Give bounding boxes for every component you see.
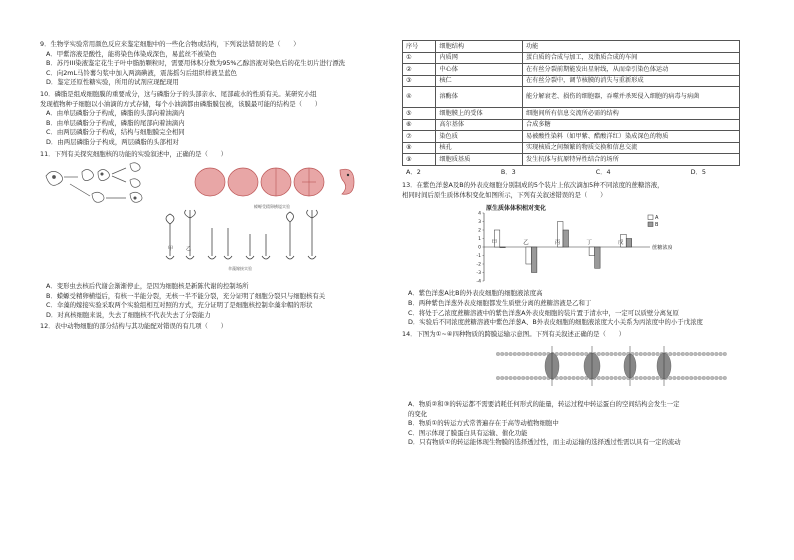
q9-option-a: A．甲紫溶液是酸性，能将染色体染成深色，易蓝丝不被染色	[46, 49, 217, 58]
chart-y-tick-label: 4	[478, 211, 481, 217]
table-cell-function: 细胞间所有信息交流所必需的结构	[523, 108, 740, 120]
chart-y-tick-label: 1	[478, 237, 481, 243]
table-cell-function: 合成多糖	[523, 119, 740, 131]
phospholipid-head	[505, 353, 509, 357]
table-cell-structure: 高尔基体	[436, 119, 523, 131]
table-cell-structure: 细胞质基质	[436, 154, 523, 166]
phospholipid-head	[601, 353, 605, 357]
q10-option-a: A．由单层磷脂分子构成，磷脂的头部向着油滴内	[46, 109, 185, 118]
table-cell-structure: 内质网	[436, 52, 523, 64]
phospholipid-head	[509, 377, 513, 381]
table-cell-structure: 溶酶体	[436, 87, 523, 108]
chart-legend-label: B	[655, 222, 659, 229]
phospholipid-head	[689, 377, 693, 381]
label-jia: 甲	[168, 246, 174, 253]
phospholipid-head	[685, 377, 689, 381]
phospholipid-head	[614, 353, 618, 357]
phospholipid-head	[647, 353, 651, 357]
q11-option-a: A．变形虫去核后代谢会渐渐停止，是因为细胞核是新陈代谢的控制场所	[46, 281, 249, 290]
phospholipid-head	[643, 377, 647, 381]
chart-legend-label: A	[655, 215, 659, 222]
phospholipid-head	[677, 353, 681, 357]
chart-y-tick-label: -1	[476, 254, 481, 260]
q12-options	[406, 168, 706, 178]
label-yi: 乙	[186, 246, 192, 253]
phospholipid-head	[568, 377, 572, 381]
chart-legend-swatch	[648, 215, 653, 220]
table-cell-structure: 细胞膜上的受体	[436, 108, 523, 120]
phospholipid-head	[568, 353, 572, 357]
phospholipid-head	[614, 377, 618, 381]
chart-y-tick-label: -4	[476, 279, 481, 285]
table-row	[403, 119, 740, 131]
table-cell-structure: 中心体	[436, 64, 523, 76]
table-header-structure: 细胞结构	[436, 41, 523, 53]
phospholipid-head	[723, 353, 727, 357]
table-row	[403, 87, 740, 108]
table-cell-function: 在有丝分裂前期能发出星射线，从而牵引染色体运动	[523, 64, 740, 76]
q11-option-b: B．蝾螈受精卵横缢后，有核一半能分裂，无核一半不能分裂，充分证明了细胞分裂只与细胞核有关	[46, 291, 326, 300]
table-header-function: 功能	[523, 41, 740, 53]
phospholipid-head	[509, 353, 513, 357]
q11-stem: 11．下列有关探究细胞核的功能的实验叙述中，正确的是（ ）	[40, 149, 228, 158]
q11-option-d: D．对真核细胞来说，失去了细胞核不代表失去了分裂能力	[46, 310, 211, 319]
phospholipid-head	[673, 353, 677, 357]
q9-option-c: C．向2mL马铃薯匀浆中加入两滴碘液，震荡摇匀后组织样液呈蓝色	[46, 68, 237, 77]
phospholipid-head	[673, 377, 677, 381]
q12-option-c: C．4	[595, 167, 611, 176]
phospholipid-head	[681, 353, 685, 357]
table-row	[403, 142, 740, 154]
table-cell-index: ⑥	[403, 119, 436, 131]
phospholipid-head	[656, 377, 660, 381]
q12-option-b: B．3	[500, 167, 516, 176]
phospholipid-head	[702, 377, 706, 381]
q11-figure	[40, 162, 395, 278]
phospholipid-head	[702, 353, 706, 357]
q10-stem: 10．磷脂是组成细胞膜的重要成分，这与磷脂分子的头部亲水、尾部疏水的性质有关。某研究小组	[40, 90, 317, 99]
phospholipid-head	[639, 353, 643, 357]
table-cell-function: 能分解衰老、损伤的细胞器，吞噬并杀死侵入细胞的病毒与病菌	[523, 87, 740, 108]
q14-option-d: D．只有物质①的转运能体现生物膜的选择透过性，而主动运输的选择透过性需以具有一定的流动	[408, 438, 681, 447]
phospholipid-head	[723, 377, 727, 381]
amoeba-experiment-illustration	[46, 163, 142, 203]
phospholipid-head	[677, 377, 681, 381]
transport-proteins-illustration	[545, 353, 671, 379]
phospholipid-head	[580, 377, 584, 381]
phospholipid-head	[563, 377, 567, 381]
table-row	[403, 64, 740, 76]
q12-stem: 12．表中动物细胞的部分结构与其功能配对错误的有几项（ ）	[40, 322, 228, 331]
chart-category-label: 戊	[617, 240, 624, 247]
phospholipid-head	[580, 353, 584, 357]
phospholipid-head	[622, 353, 626, 357]
phospholipid-head	[559, 353, 563, 357]
table-row	[403, 154, 740, 166]
q14-stem: 14．下图为①~④四种物质的跨膜运输示意图。下列有关叙述正确的是（ ）	[402, 329, 626, 338]
phospholipid-head	[496, 353, 500, 357]
chart-legend-swatch	[648, 222, 653, 227]
salamander-caption: 蝾螈受精卵横缢实验	[254, 204, 290, 210]
q13-option-d: D．实验后不同浓度蔗糖溶液中紫色洋葱A、B外表皮细胞的细胞液浓度大小关系为丙浓度中的小于戊浓度	[408, 318, 703, 327]
q9-option-d: D．鉴定还原性糖实验，所用的试剂应现配现用	[46, 78, 179, 87]
phospholipid-bilayer-illustration	[496, 353, 726, 381]
q14-membrane-figure	[402, 342, 760, 396]
q13-chart-svg	[462, 203, 672, 287]
q13-option-a: A．紫色洋葱A比B的外表皮细胞的细胞液浓度高	[408, 289, 543, 298]
phospholipid-head	[668, 353, 672, 357]
salamander-egg-illustration	[195, 168, 354, 196]
chart-bar-b	[500, 247, 506, 248]
table-cell-function: 易被酸性染料（如甲紫、醋酸洋红）染成深色的物质	[523, 131, 740, 143]
phospholipid-head	[534, 377, 538, 381]
table-cell-index: ⑤	[403, 108, 436, 120]
phospholipid-head	[652, 377, 656, 381]
chart-bar-a	[589, 247, 595, 256]
phospholipid-head	[694, 353, 698, 357]
phospholipid-head	[719, 353, 723, 357]
phospholipid-head	[706, 377, 710, 381]
q11-option-c: C．伞藻的嫁接实验采取两个实验组相互对照的方式，充分证明了是细胞核控制伞藻伞帽的形状	[46, 301, 313, 310]
q14-option-c: C．图示体现了膜蛋白具有运输、催化功能	[408, 428, 528, 437]
chart-bar-b	[531, 247, 537, 273]
transport-arrows-illustration	[552, 346, 664, 386]
table-cell-function: 蛋白质的合成与加工，及脂质合成的车间	[523, 52, 740, 64]
right-column	[402, 40, 760, 448]
phospholipid-head	[639, 377, 643, 381]
phospholipid-head	[526, 353, 530, 357]
q10-option-d: D．由两层磷脂分子构成，两层磷脂的头部相对	[46, 138, 179, 147]
chart-bar-b	[563, 230, 569, 247]
phospholipid-head	[513, 377, 517, 381]
phospholipid-head	[618, 377, 622, 381]
phospholipid-head	[576, 353, 580, 357]
phospholipid-head	[500, 377, 504, 381]
chart-bar-b	[626, 239, 632, 248]
q13-chart	[462, 203, 672, 287]
q12-option-a: A．2	[406, 167, 421, 176]
membrane-transport-svg	[402, 342, 752, 392]
phospholipid-head	[538, 353, 542, 357]
phospholipid-head	[647, 377, 651, 381]
phospholipid-head	[710, 377, 714, 381]
table-cell-structure: 核孔	[436, 142, 523, 154]
phospholipid-head	[689, 353, 693, 357]
q10-option-b: B．由单层磷脂分子构成，磷脂的尾部向着油滴内	[46, 118, 185, 127]
q13-option-b: B．两种紫色洋葱外表皮细胞都发生质壁分离的蔗糖溶液是乙和丁	[408, 298, 592, 307]
phospholipid-head	[719, 377, 723, 381]
phospholipid-head	[513, 353, 517, 357]
chart-y-tick-label: -3	[476, 271, 481, 277]
phospholipid-head	[534, 353, 538, 357]
phospholipid-head	[517, 377, 521, 381]
phospholipid-head	[500, 353, 504, 357]
table-cell-index: ⑨	[403, 154, 436, 166]
chart-category-label: 丁	[586, 240, 592, 247]
chart-y-tick-label: 0	[478, 245, 481, 251]
table-cell-function: 在有丝分裂中，调节核膜的消失与重新形成	[523, 75, 740, 87]
chart-y-tick-label: 2	[478, 228, 481, 234]
table-header-index: 序号	[403, 41, 436, 53]
phospholipid-head	[635, 377, 639, 381]
phospholipid-head	[715, 353, 719, 357]
phospholipid-head	[517, 353, 521, 357]
phospholipid-head	[530, 377, 534, 381]
q14-option-a: A．物质②和③的转运都不需要消耗任何形式的能量，转运过程中转运蛋白的空间结构会发生一定	[408, 399, 680, 408]
phospholipid-head	[610, 377, 614, 381]
phospholipid-head	[635, 353, 639, 357]
table-cell-function: 发生抗体与抗原特异性结合的场所	[523, 154, 740, 166]
table-cell-index: ⑧	[403, 142, 436, 154]
table-header-row	[403, 41, 740, 53]
left-column	[40, 40, 395, 332]
chart-category-label: 甲	[491, 240, 498, 247]
phospholipid-head	[521, 353, 525, 357]
acetabularia-caption: 伞藻嫁接实验	[228, 266, 252, 272]
q9-stem: 9．生物学实验常用颜色反应来鉴定细胞中的一些化合物或结构，下列说法错误的是（ ）	[40, 40, 300, 48]
q14-option-a-cont: 的变化	[408, 409, 428, 418]
chart-y-tick-label: -2	[476, 262, 481, 268]
table-row	[403, 131, 740, 143]
q10-stem-line2: 发现植物种子细胞以小油滴的方式存储，每个小油滴都由磷脂膜包被，该膜最可能的结构是（ ）	[40, 99, 322, 108]
phospholipid-head	[538, 377, 542, 381]
phospholipid-head	[605, 353, 609, 357]
phospholipid-head	[685, 353, 689, 357]
table-cell-structure: 核仁	[436, 75, 523, 87]
phospholipid-head	[542, 377, 546, 381]
phospholipid-head	[668, 377, 672, 381]
phospholipid-head	[681, 377, 685, 381]
phospholipid-head	[618, 353, 622, 357]
phospholipid-head	[698, 353, 702, 357]
phospholipid-head	[610, 353, 614, 357]
phospholipid-head	[542, 353, 546, 357]
table-cell-function: 实现核质之间频繁的物质交换和信息交流	[523, 142, 740, 154]
table-cell-index: ④	[403, 87, 436, 108]
q12-option-d: D．5	[690, 167, 706, 176]
phospholipid-head	[715, 377, 719, 381]
table-cell-structure: 染色质	[436, 131, 523, 143]
q13-stem: 13．在紫色洋葱A及B的外表皮细胞分别制成的5个装片上依次滴加5种不同浓度的蔗糖溶液，	[402, 181, 664, 190]
phospholipid-head	[706, 353, 710, 357]
table-cell-index: ①	[403, 52, 436, 64]
phospholipid-head	[505, 377, 509, 381]
chart-x-label: 蔗糖浓度	[652, 245, 672, 252]
phospholipid-head	[572, 377, 576, 381]
table-row	[403, 108, 740, 120]
phospholipid-head	[530, 353, 534, 357]
chart-y-tick-label: 3	[478, 220, 481, 226]
phospholipid-head	[521, 377, 525, 381]
phospholipid-head	[601, 377, 605, 381]
phospholipid-head	[563, 353, 567, 357]
phospholipid-head	[694, 377, 698, 381]
phospholipid-head	[526, 377, 530, 381]
table-row	[403, 75, 740, 87]
chart-category-label: 乙	[523, 240, 529, 247]
chart-title: 原生质体体积相对变化	[486, 205, 547, 213]
phospholipid-head	[605, 377, 609, 381]
table-cell-index: ②	[403, 64, 436, 76]
q9-option-b: B．苏丹III染液鉴定花生子叶中脂肪颗粒时，需要用体积分数为95%乙醇溶液对染色后的花生切片进行漂洗	[46, 59, 346, 68]
phospholipid-head	[496, 377, 500, 381]
q12-structure-table	[402, 40, 740, 166]
phospholipid-head	[698, 377, 702, 381]
phospholipid-head	[559, 377, 563, 381]
q10-option-c: C．由两层磷脂分子构成，结构与细胞膜完全相同	[46, 128, 185, 137]
phospholipid-head	[597, 377, 601, 381]
phospholipid-head	[622, 377, 626, 381]
q11-figure-svg	[40, 162, 390, 274]
phospholipid-head	[656, 353, 660, 357]
q14-option-b: B．物质①的转运方式常普遍存在于高等动植物细胞中	[408, 419, 559, 428]
q13-option-c: C．将处于乙浓度蔗糖溶液中的紫色洋葱A外表皮细胞的装片置于清水中，一定可以质壁分离复原	[408, 308, 679, 317]
chart-bar-a	[526, 247, 532, 264]
table-cell-index: ③	[403, 75, 436, 87]
phospholipid-head	[710, 353, 714, 357]
phospholipid-head	[572, 353, 576, 357]
phospholipid-head	[643, 353, 647, 357]
phospholipid-head	[597, 353, 601, 357]
table-row	[403, 52, 740, 64]
phospholipid-head	[652, 353, 656, 357]
chart-bar-b	[595, 247, 601, 268]
phospholipid-head	[576, 377, 580, 381]
q13-stem-line2: 相同时间后原生质体体积变化如图所示，下列有关叙述错误的是（ ）	[402, 190, 607, 199]
chart-category-label: 丙	[554, 240, 561, 247]
table-cell-index: ⑦	[403, 131, 436, 143]
